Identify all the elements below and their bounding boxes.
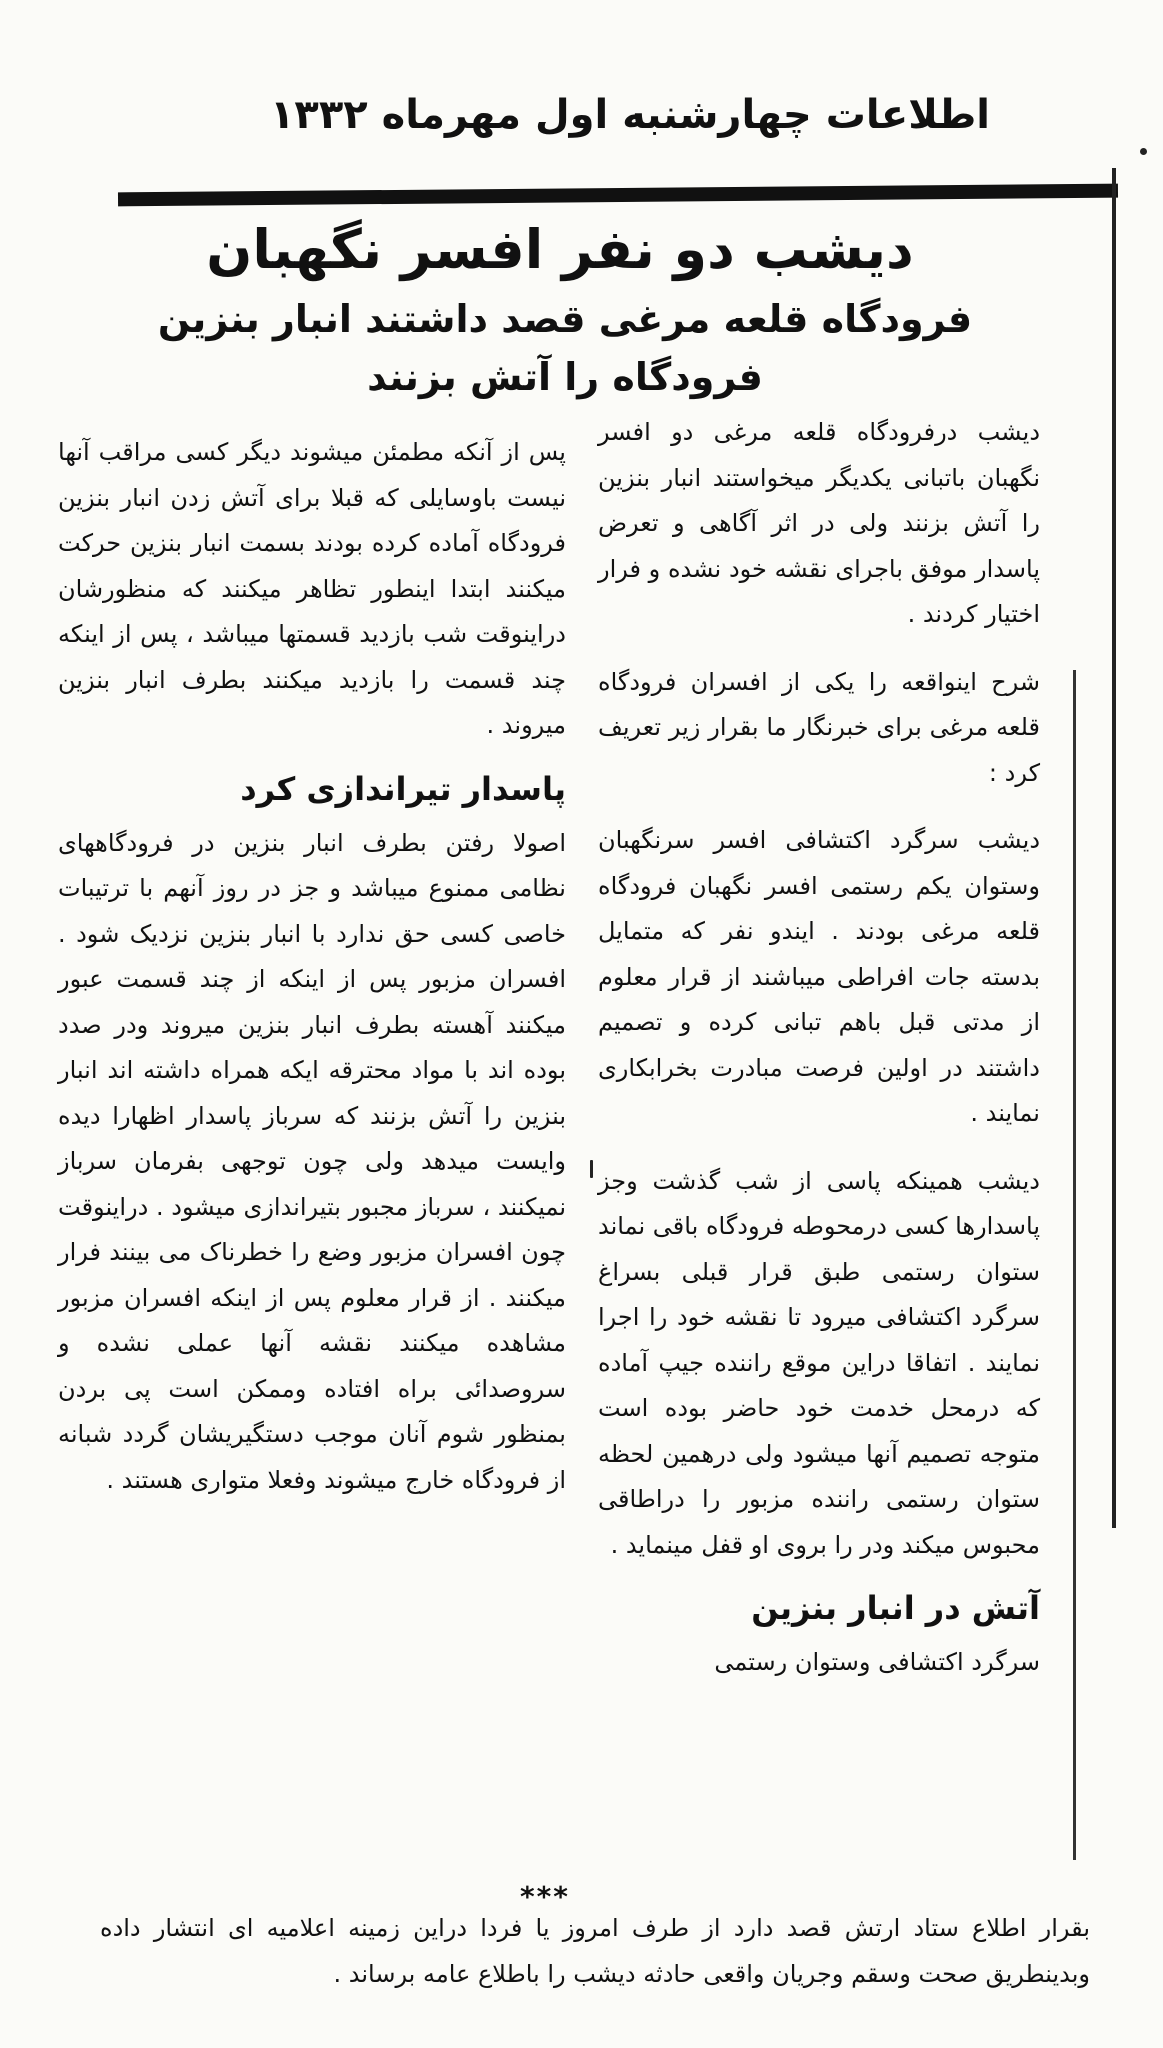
paragraph: دیشب درفرودگاه قلعه مرغی دو افسر نگهبان باتبانی یکدیگر میخواستند انبار بنزین را آتش بزنند ولی در اثر آگاهی و تعرض پاسدار موفق باجرای نقشه خود نشده و فرار اختیار کردند . [598, 418, 1040, 628]
column-rule [1073, 670, 1076, 1860]
separator: *** [520, 1880, 570, 1913]
section-title: پاسدار تیراندازی کرد [240, 769, 566, 808]
bottom-note [100, 1905, 1090, 1997]
print-speck [590, 1160, 593, 1178]
masthead [270, 80, 990, 150]
paragraph: شرح اینواقعه را یکی از افسران فرودگاه قلعه مرغی برای خبرنگار ما بقرار زیر تعریف کرد : [598, 667, 1040, 787]
right-column [598, 410, 1040, 1686]
paragraph: اصولا رفتن بطرف انبار بنزین در فرودگاههای نظامی ممنوع میباشد و جز در روز آنهم با ترتیبات خاصی کسی حق ندارد با انبار بنزین نزدیک شود . افسران مزبور پس از اینکه از چند قسمت عبور میکنند آهسته بطرف انبار بنزین میروند ودر صدد بوده اند با مواد محترقه ایکه همراه داشته اند انبار بنزین را آتش بزنند که سرباز پاسدار اظهارا دیده وایست میدهد ولی چون توجهی بفرمان سرباز نمیکنند ، سرباز مجبور بتیراندازی میشود . دراینوقت چون افسران مزبور وضع را خطرناک می بینند فرار میکنند . از قرار معلوم پس از اینکه افسران مزبور مشاهده میکنند نقشه آنها عملی نشده و سروصدائی براه افتاده وممکن است پی بردن بمنظور شوم آنان موجب دستگیریشان گردد شبانه از فرودگاه خارج میشوند وفعلا متواری هستند . [58, 828, 566, 1494]
left-column [58, 430, 566, 1503]
paragraph: سرگرد اکتشافی وستوان رستمی [714, 1648, 1040, 1676]
section-title: آتش در انبار بنزین [751, 1589, 1040, 1627]
paragraph: دیشب همینکه پاسی از شب گذشت وجز پاسدارها کسی درمحوطه فرودگاه باقی نماند ستوان رستمی طبق قرار قبلی بسراغ سرگرد اکتشافی میرود تا نقشه خود را اجرا نمایند . اتفاقا دراین موقع راننده جیپ آماده که درمحل خدمت خود حاضر بوده است متوجه تصمیم آنها میشود ولی درهمین لحظه ستوان رستمی راننده مزبور را دراطاقی محبوس میکند ودر را بروی او قفل مینماید . [598, 1166, 1040, 1559]
issue-date: چهارشنبه اول مهرماه ۱۳۳۲ [270, 92, 812, 138]
paragraph: پس از آنکه مطمئن میشوند دیگر کسی مراقب آنها نیست باوسایلی که قبلا برای آتش زدن انبار بنزین فرودگاه آماده کرده بودند بسمت انبار بنزین حرکت میکنند ابتدا اینطور تظاهر میکنند که منظورشان دراینوقت شب بازدید قسمتها میباشد ، پس از اینکه چند قسمت را بازدید میکنند بطرف انبار بنزین میروند . [58, 438, 566, 739]
paragraph: دیشب سرگرد اکتشافی افسر سرنگهبان وستوان یکم رستمی افسر نگهبان فرودگاه قلعه مرغی بودند . ایندو نفر که متمایل بدسته جات افراطی میباشند از قرار معلوم از مدتی قبل باهم تبانی کرده و تصمیم داشتند در اولین فرصت مبادرت بخرابکاری نمایند . [598, 826, 1040, 1127]
page-border-right [1112, 168, 1116, 1528]
article-headline: دیشب دو نفر افسر نگهبان [206, 218, 914, 281]
header-rule [118, 184, 1118, 207]
newspaper-name: اطلاعات [825, 92, 990, 138]
article-subheadline: فرودگاه قلعه مرغی قصد داشتند انبار بنزین فرودگاه را آتش بزنند [157, 297, 973, 399]
paragraph: بقرار اطلاع ستاد ارتش قصد دارد از طرف امروز یا فردا دراین زمینه اعلامیه ای انتشار داده وبدینطریق صحت وسقم وجریان واقعی حادثه دیشب را باطلاع عامه برساند . [100, 1914, 1090, 1988]
print-speck [1140, 148, 1147, 155]
